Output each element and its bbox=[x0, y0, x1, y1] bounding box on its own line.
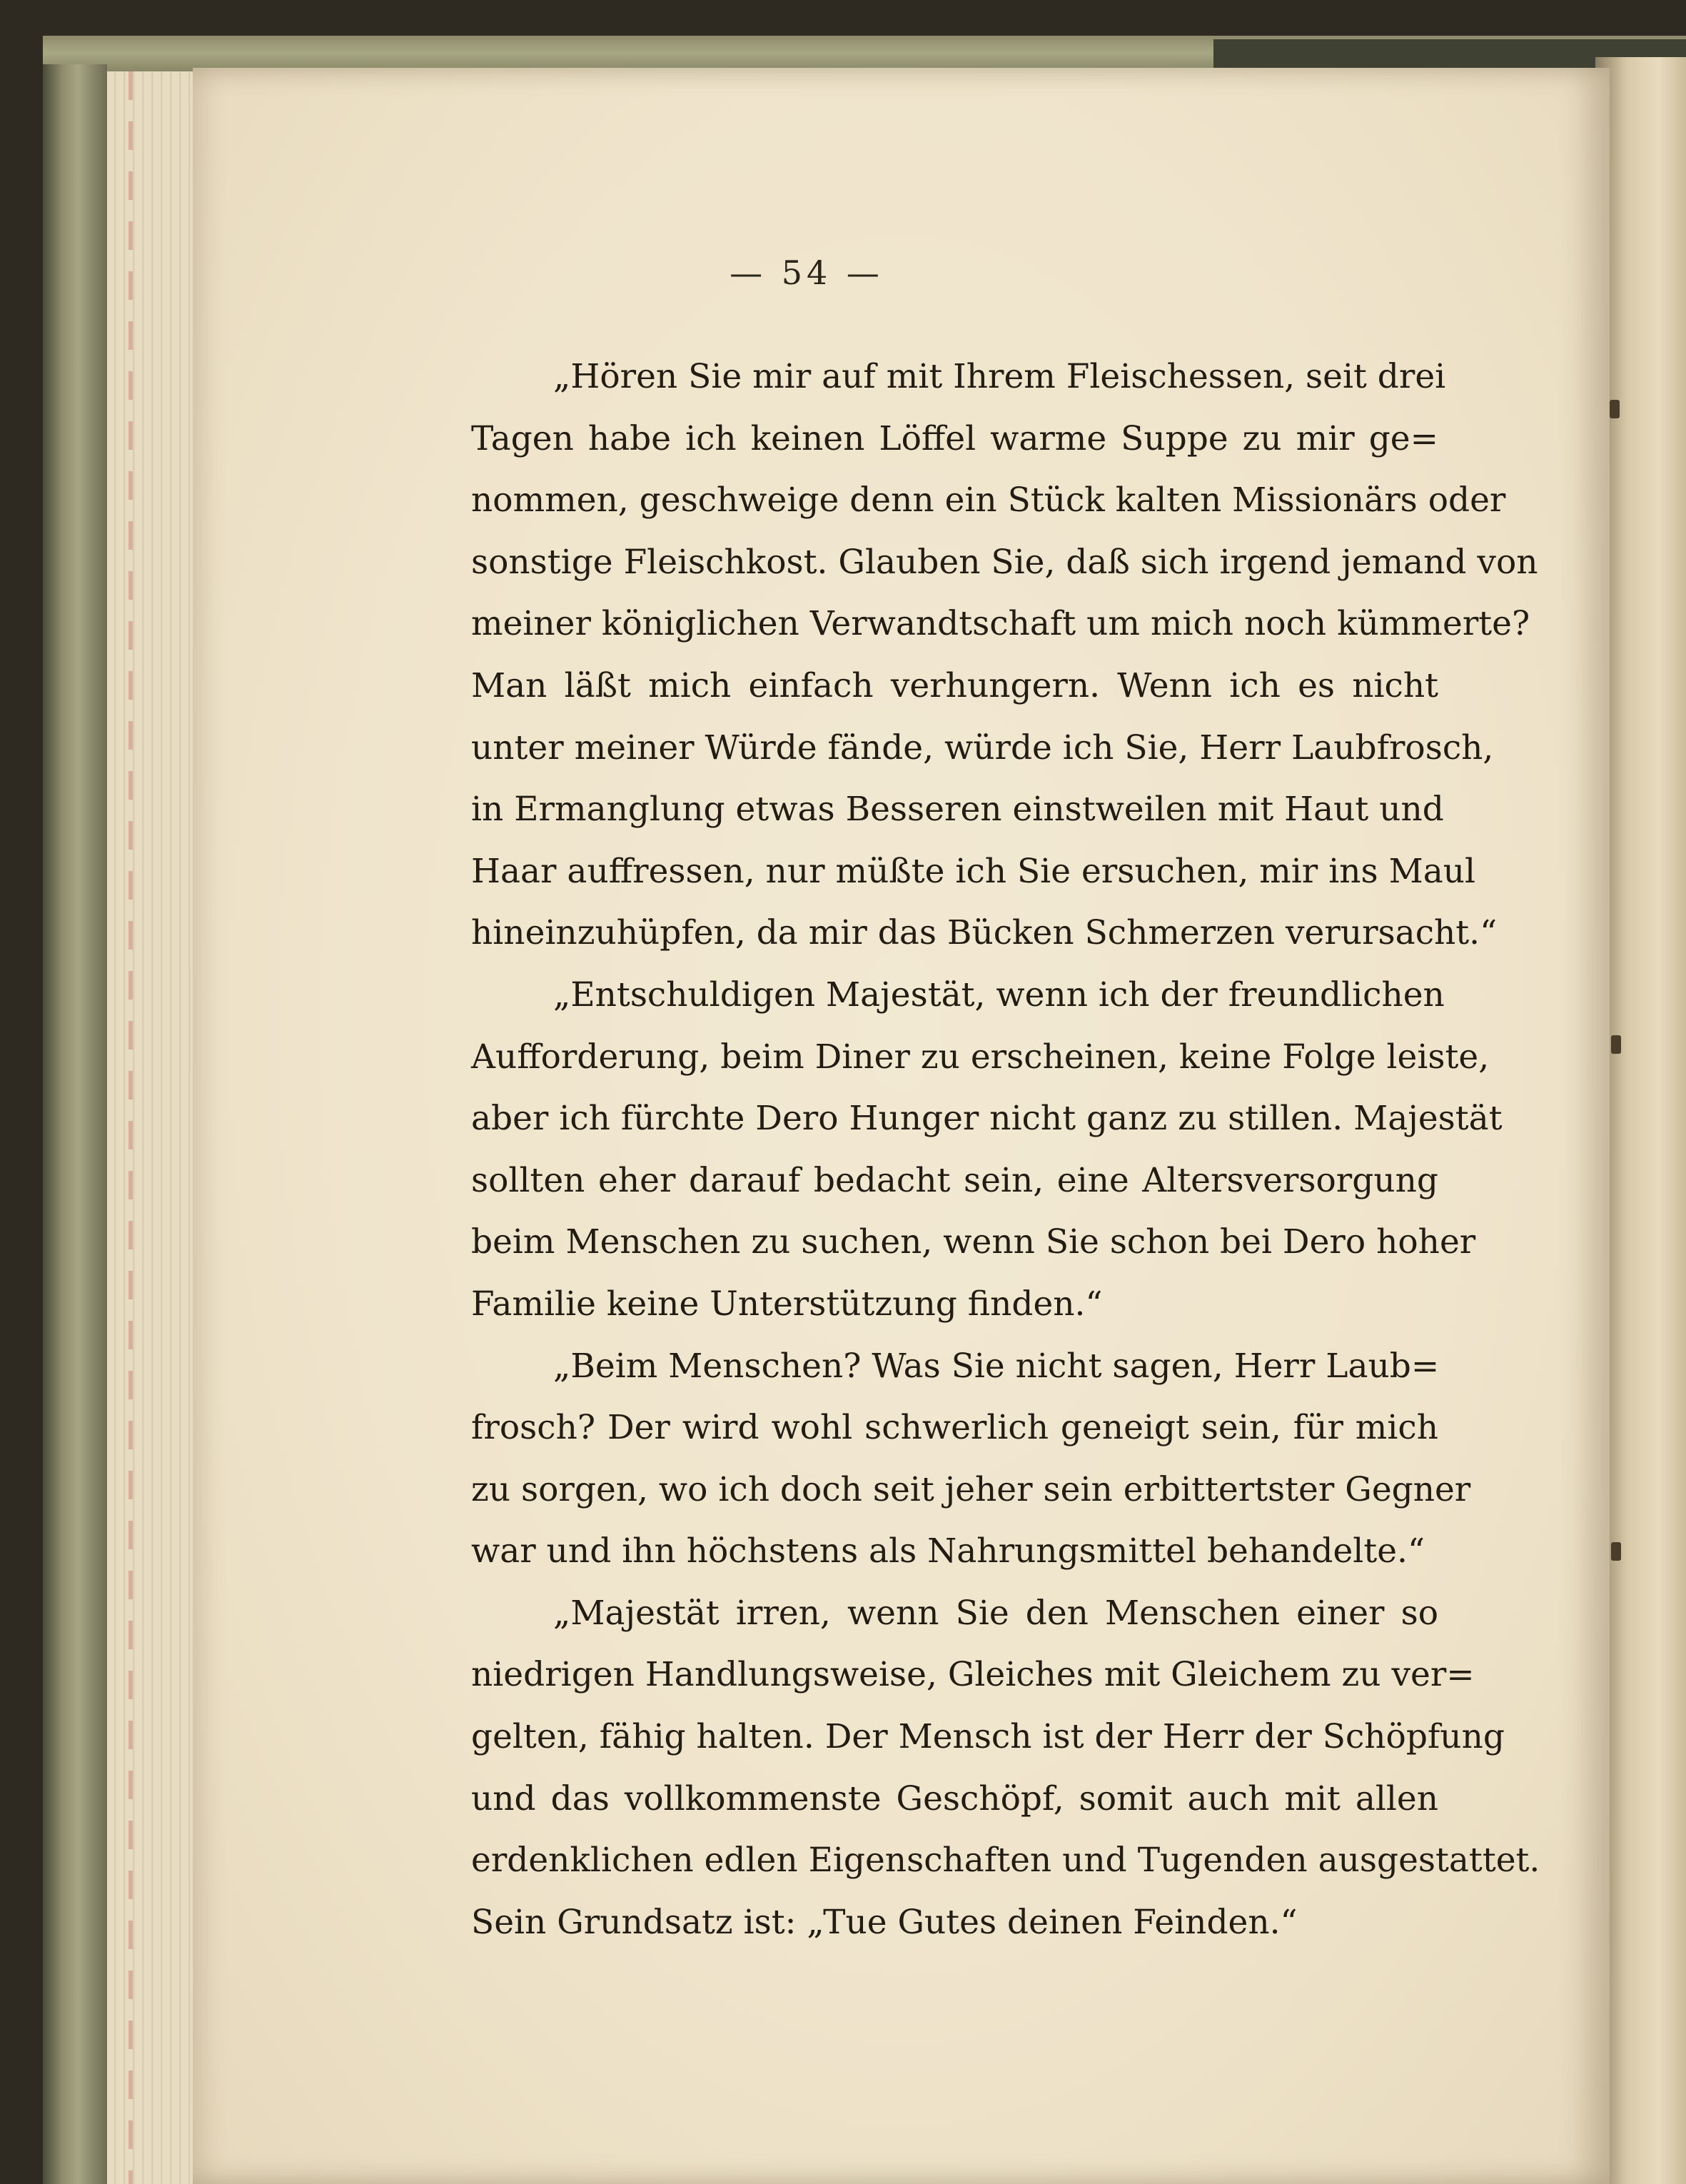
book-cover-edge bbox=[43, 64, 107, 2184]
text-line: Haar auffressen, nur müßte ich Sie ersuchen, mir ins Maul bbox=[471, 851, 1476, 891]
text-line: erdenklichen edlen Eigenschaften und Tugenden ausgestattet. bbox=[471, 1841, 1540, 1881]
binding-thread bbox=[1611, 1542, 1621, 1561]
paragraph bbox=[471, 1336, 1471, 1583]
page-edges bbox=[107, 71, 207, 2184]
text-line: sonstige Fleischkost. Glauben Sie, daß sich irgend jemand von bbox=[471, 542, 1538, 582]
body-text bbox=[471, 346, 1540, 1953]
text-line: Familie keine Unterstützung finden.“ bbox=[471, 1284, 1103, 1324]
binding-thread bbox=[1610, 400, 1620, 418]
text-line: nommen, geschweige denn ein Stück kalten Missionärs oder bbox=[471, 480, 1506, 520]
text-line: „Hören Sie mir auf mit Ihrem Fleischessen, seit drei bbox=[553, 357, 1446, 396]
text-line: gelten, fähig halten. Der Mensch ist der Herr der Schöpfung bbox=[471, 1717, 1505, 1757]
text-line: „Beim Menschen? Was Sie nicht sagen, Herr Laub= bbox=[553, 1346, 1440, 1386]
text-line: aber ich fürchte Dero Hunger nicht ganz zu stillen. Majestät bbox=[471, 1099, 1503, 1139]
binding-thread bbox=[1611, 1035, 1621, 1054]
text-line: beim Menschen zu suchen, wenn Sie schon bei Dero hoher bbox=[471, 1222, 1476, 1262]
text-line: sollten eher darauf bedacht sein, eine Altersversorgung bbox=[471, 1160, 1438, 1200]
paragraph bbox=[471, 1583, 1540, 1954]
text-line: „Majestät irren, wenn Sie den Menschen einer so bbox=[553, 1593, 1438, 1633]
text-line: meiner königlichen Verwandtschaft um mich noch kümmerte? bbox=[471, 604, 1530, 644]
text-line: Aufforderung, beim Diner zu erscheinen, keine Folge leiste, bbox=[471, 1037, 1490, 1077]
text-line: „Entschuldigen Majestät, wenn ich der freundlichen bbox=[553, 975, 1445, 1015]
text-line: Sein Grundsatz ist: „Tue Gutes deinen Feinden.“ bbox=[471, 1902, 1298, 1942]
text-line: und das vollkommenste Geschöpf, somit auch mit allen bbox=[471, 1778, 1438, 1818]
text-line: in Ermanglung etwas Besseren einstweilen mit Haut und bbox=[471, 790, 1444, 830]
text-line: zu sorgen, wo ich doch seit jeher sein erbittertster Gegner bbox=[471, 1469, 1471, 1509]
paragraph bbox=[471, 346, 1538, 965]
text-line: Man läßt mich einfach verhungern. Wenn ich es nicht bbox=[471, 665, 1438, 705]
paragraph bbox=[471, 965, 1503, 1336]
text-line: hineinzuhüpfen, da mir das Bücken Schmerzen verursacht.“ bbox=[471, 913, 1498, 953]
text-line: niedrigen Handlungsweise, Gleiches mit Gleichem zu ver= bbox=[471, 1655, 1475, 1695]
text-line: frosch? Der wird wohl schwerlich geneigt sein, für mich bbox=[471, 1408, 1438, 1448]
text-line: Tagen habe ich keinen Löffel warme Suppe zu mir ge= bbox=[471, 418, 1438, 458]
text-line: unter meiner Würde fände, würde ich Sie, Herr Laubfrosch, bbox=[471, 728, 1494, 768]
page-number: — 54 — bbox=[730, 253, 884, 292]
text-line: war und ihn höchstens als Nahrungsmittel behandelte.“ bbox=[471, 1531, 1425, 1571]
